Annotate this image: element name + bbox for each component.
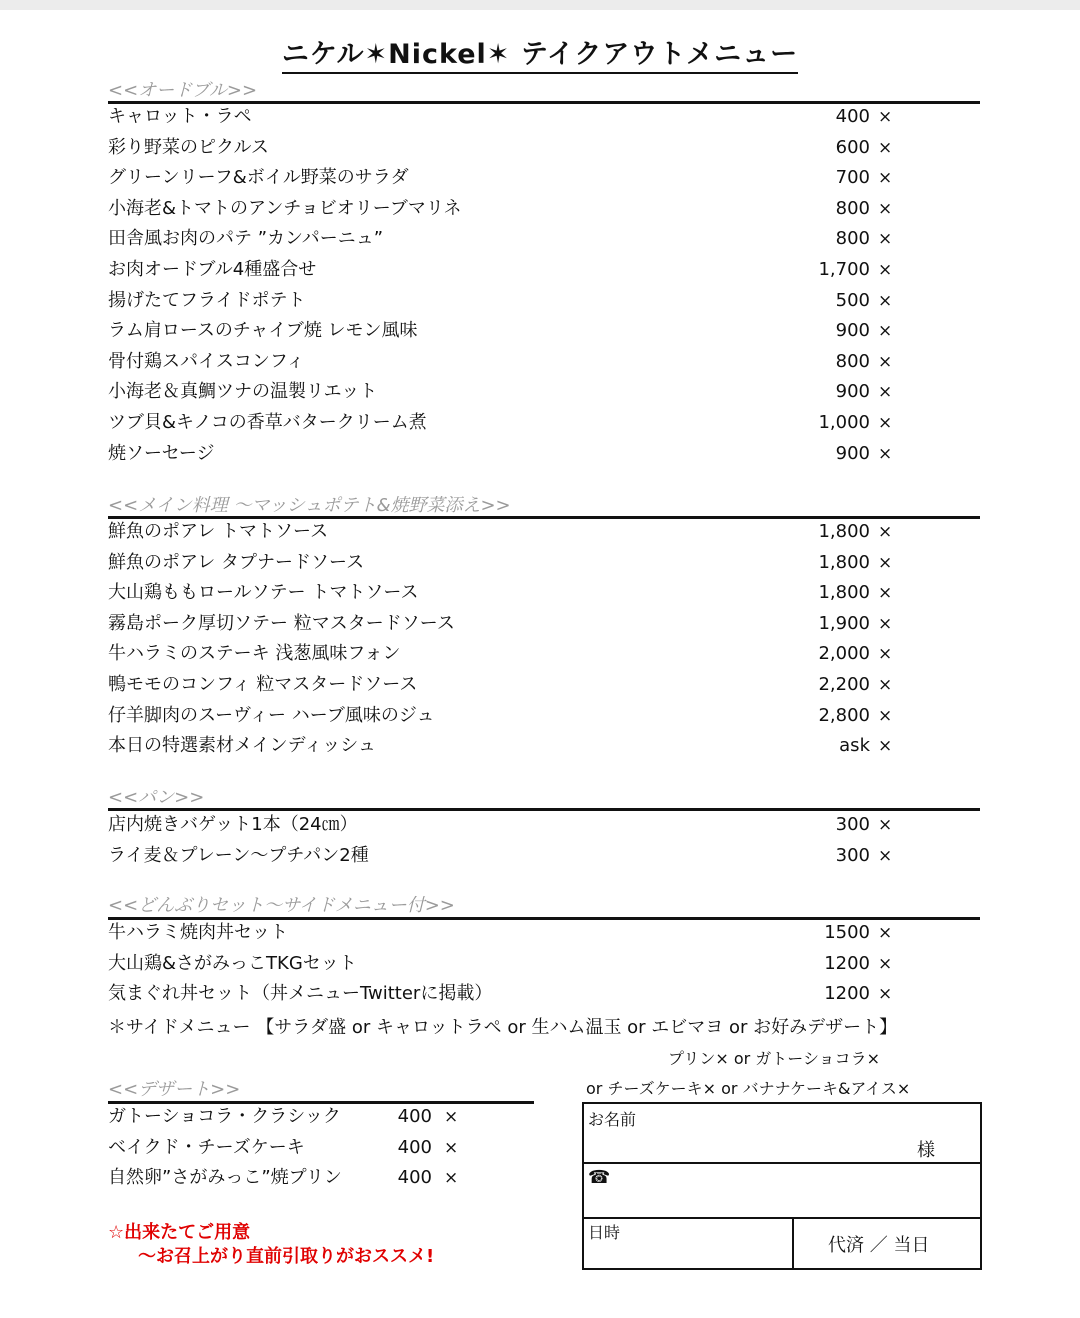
main-item-price: 2,800: [818, 704, 870, 726]
hors-item-quantity-mark[interactable]: ×: [878, 229, 893, 250]
hors-item-name: 彩り野菜のピクルス: [108, 136, 269, 158]
section-heading-hors: <<オードブル>>: [108, 80, 258, 101]
hors-item-quantity-mark[interactable]: ×: [878, 198, 893, 219]
hors-item-quantity-mark[interactable]: ×: [878, 107, 893, 127]
main-item-price: 1,800: [818, 551, 870, 573]
dessert-item-quantity-mark[interactable]: ×: [444, 1107, 459, 1127]
main-item-quantity-mark[interactable]: ×: [878, 644, 893, 665]
note-line-2: ～お召上がり直前引取りがおススメ!: [138, 1246, 435, 1267]
main-item-price: 1,800: [818, 521, 870, 542]
main-item-quantity-mark[interactable]: ×: [878, 705, 893, 726]
name-field-label[interactable]: お名前: [588, 1110, 637, 1129]
main-item-quantity-mark[interactable]: ×: [878, 583, 893, 604]
main-item-price: 2,200: [818, 674, 870, 695]
form-divider-vertical: [792, 1217, 794, 1270]
main-item-price: 1,800: [818, 582, 870, 604]
side-menu-line-2: プリン× or ガトーショコラ×: [668, 1049, 881, 1068]
hors-item-quantity-mark[interactable]: ×: [878, 351, 893, 372]
donburi-item-quantity-mark[interactable]: ×: [878, 984, 893, 1005]
hors-item-price: 800: [835, 197, 870, 219]
hors-item-name: 小海老&トマトのアンチョビオリーブマリネ: [108, 197, 462, 219]
hors-item-quantity-mark[interactable]: ×: [878, 137, 893, 158]
donburi-item-name: 気まぐれ丼セット（丼メニューTwitterに掲載）: [108, 983, 493, 1005]
main-item-quantity-mark[interactable]: ×: [878, 522, 893, 542]
main-item-name: 鴨モモのコンフィ 粒マスタードソース: [108, 674, 418, 695]
honorific-label: 様: [917, 1140, 935, 1161]
bread-item-price: 300: [835, 814, 870, 835]
hors-item-quantity-mark[interactable]: ×: [878, 413, 893, 433]
form-divider-1: [582, 1162, 982, 1164]
hors-item-quantity-mark[interactable]: ×: [878, 443, 893, 464]
hors-item-quantity-mark[interactable]: ×: [878, 260, 893, 280]
hors-item-quantity-mark[interactable]: ×: [878, 290, 893, 311]
donburi-item-name: 牛ハラミ焼肉丼セット: [108, 922, 288, 943]
hors-item-quantity-mark[interactable]: ×: [878, 382, 893, 403]
donburi-item-quantity-mark[interactable]: ×: [878, 953, 893, 974]
hors-item-name: ツブ貝&キノコの香草バタークリーム煮: [108, 412, 427, 433]
main-item-price: 1,900: [818, 612, 870, 634]
main-item-quantity-mark[interactable]: ×: [878, 736, 893, 757]
bread-item-quantity-mark[interactable]: ×: [878, 815, 893, 835]
hors-item-price: 900: [835, 320, 870, 342]
dessert-item-name: ガトーショコラ・クラシック: [108, 1106, 341, 1127]
hors-item-name: 田舎風お肉のパテ ”カンパーニュ”: [108, 228, 384, 250]
bread-item-quantity-mark[interactable]: ×: [878, 845, 893, 866]
payment-status[interactable]: 代済 ／ 当日: [828, 1235, 930, 1256]
hors-item-name: 揚げたてフライドポテト: [108, 289, 306, 311]
donburi-item-price: 1200: [824, 952, 870, 974]
hors-item-name: 骨付鶏スパイスコンフィ: [108, 350, 305, 372]
phone-icon[interactable]: ☎: [588, 1167, 611, 1188]
main-item-quantity-mark[interactable]: ×: [878, 675, 893, 695]
main-item-name: 牛ハラミのステーキ 浅葱風味フォン: [108, 643, 401, 665]
bread-item-price: 300: [835, 844, 870, 866]
top-bar: [0, 0, 1080, 10]
main-item-quantity-mark[interactable]: ×: [878, 613, 893, 634]
hors-item-price: 1,000: [818, 412, 870, 433]
note-line-1: ☆出来たてご用意: [108, 1222, 251, 1243]
donburi-item-price: 1500: [824, 922, 870, 943]
main-item-price: 2,000: [818, 643, 870, 665]
dessert-item-name: ベイクド・チーズケーキ: [108, 1136, 305, 1158]
donburi-item-name: 大山鶏&さがみっこTKGセット: [108, 952, 357, 974]
hors-item-price: 1,700: [818, 259, 870, 280]
main-item-name: 大山鶏ももロールソテー トマトソース: [108, 582, 419, 604]
donburi-item-price: 1200: [824, 983, 870, 1005]
main-item-name: 鮮魚のポアレ トマトソース: [108, 521, 329, 542]
section-heading-donburi: <<どんぶりセット～サイドメニュー付>>: [108, 895, 455, 916]
dessert-item-price: 400: [397, 1167, 432, 1189]
main-item-name: 鮮魚のポアレ タプナードソース: [108, 551, 365, 573]
hors-item-name: 焼ソーセージ: [108, 442, 215, 464]
hors-item-price: 700: [835, 167, 870, 189]
main-item-name: 本日の特選素材メインディッシュ: [108, 735, 376, 757]
hors-item-name: ラム肩ロースのチャイブ焼 レモン風味: [108, 320, 418, 342]
dessert-item-price: 400: [397, 1106, 432, 1127]
hors-item-name: キャロット・ラペ: [108, 106, 252, 127]
datetime-field-label[interactable]: 日時: [588, 1223, 621, 1242]
donburi-item-quantity-mark[interactable]: ×: [878, 923, 893, 943]
dessert-item-quantity-mark[interactable]: ×: [444, 1137, 459, 1158]
hors-item-quantity-mark[interactable]: ×: [878, 168, 893, 189]
hors-item-price: 900: [835, 381, 870, 403]
hors-item-price: 800: [835, 228, 870, 250]
hors-item-name: お肉オードブル4種盛合せ: [108, 259, 317, 280]
dessert-item-quantity-mark[interactable]: ×: [444, 1168, 459, 1189]
section-heading-main: <<メイン料理 ～マッシュポテト&焼野菜添え>>: [108, 495, 511, 516]
main-item-quantity-mark[interactable]: ×: [878, 552, 893, 573]
page-title: ニケル✶Nickel✶ テイクアウトメニュー: [0, 32, 1080, 71]
side-menu-line-3: or チーズケーキ× or バナナケーキ&アイス×: [586, 1079, 911, 1098]
side-menu-line-1: ＊サイドメニュー 【サラダ盛 or キャロットラペ or 生ハム温玉 or エビマヨ or お好みデザート】: [108, 1017, 898, 1038]
hors-item-price: 500: [835, 289, 870, 311]
hors-item-price: 800: [835, 350, 870, 372]
hors-item-quantity-mark[interactable]: ×: [878, 321, 893, 342]
main-item-name: 霧島ポーク厚切ソテー 粒マスタードソース: [108, 612, 455, 634]
section-heading-bread: <<パン>>: [108, 787, 205, 808]
hors-item-name: グリーンリーフ&ボイル野菜のサラダ: [108, 167, 409, 189]
form-divider-2: [582, 1217, 982, 1219]
hors-item-price: 900: [835, 442, 870, 464]
hors-item-price: 400: [835, 106, 870, 127]
bread-item-name: ライ麦＆プレーン～プチパン2種: [108, 844, 369, 866]
main-item-price: ask: [839, 735, 870, 757]
dessert-item-name: 自然卵”さがみっこ”焼プリン: [108, 1167, 342, 1189]
hors-item-name: 小海老＆真鯛ツナの温製リエット: [108, 381, 378, 403]
main-item-name: 仔羊脚肉のスーヴィー ハーブ風味のジュ: [108, 704, 435, 726]
hors-item-price: 600: [835, 136, 870, 158]
dessert-item-price: 400: [397, 1136, 432, 1158]
section-heading-dessert: <<デザート>>: [108, 1079, 241, 1100]
bread-item-name: 店内焼きバゲット1本（24㎝）: [108, 814, 358, 835]
